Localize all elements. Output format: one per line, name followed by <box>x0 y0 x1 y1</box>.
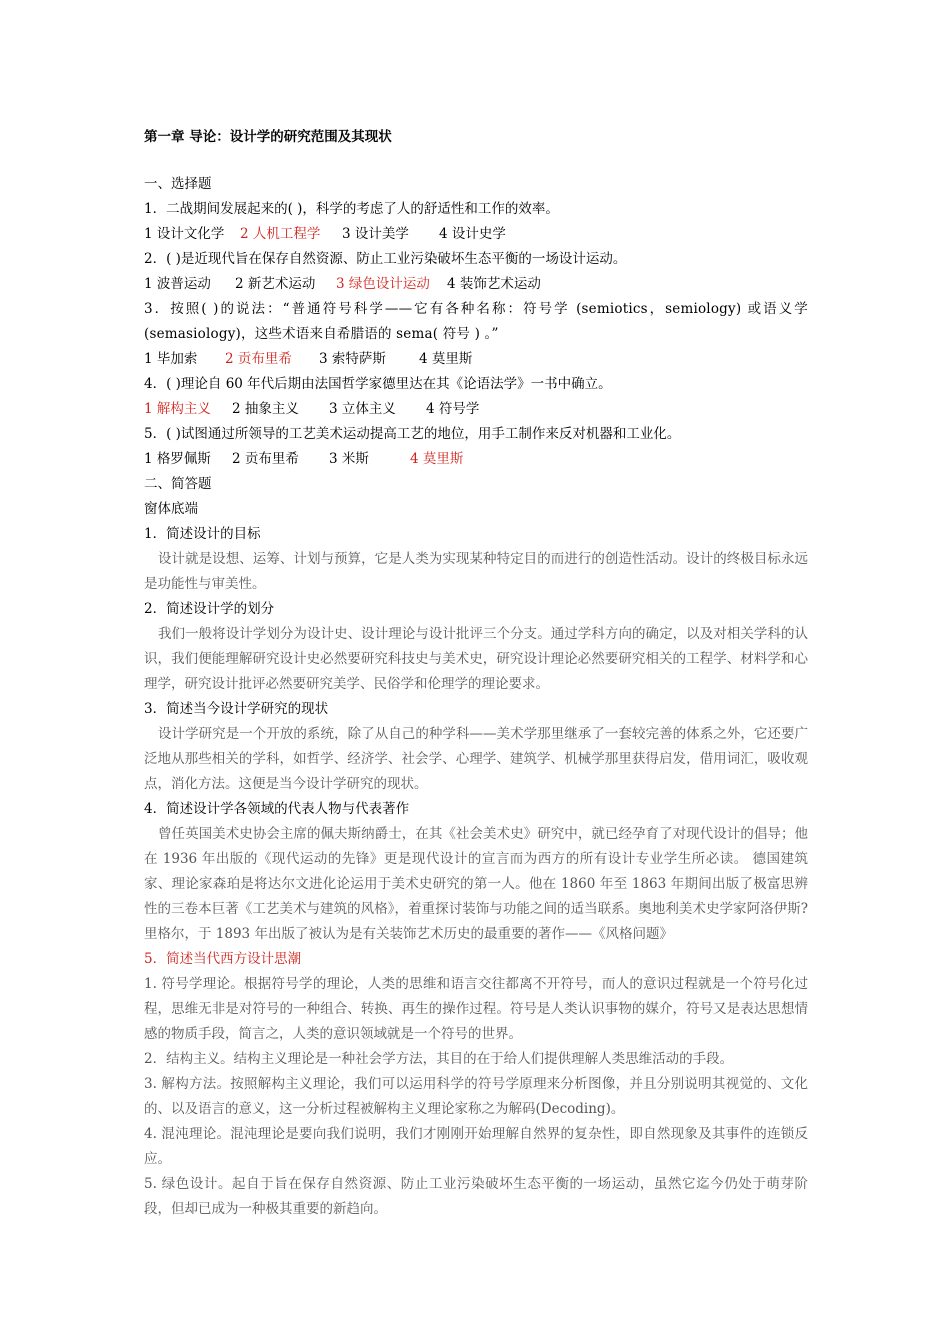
short-question: 3．简述当今设计学研究的现状 <box>144 701 329 717</box>
short-answer-item: 2．结构主义。结构主义理论是一种社会学方法，其目的在于给人们提供理解人类思维活动的手段。 <box>144 1051 734 1067</box>
question-options <box>144 397 808 422</box>
question-stem: 4．( )理论自 60 年代后期由法国哲学家德里达在其《论语法学》一书中确立。 <box>144 376 612 392</box>
window-bottom-marker: 窗体底端 <box>144 501 198 517</box>
question-stem: 2．( )是近现代旨在保存自然资源、防止工业污染破坏生态平衡的一场设计运动。 <box>144 251 627 267</box>
question-options <box>144 222 808 247</box>
option-correct: 2 人机工程学 <box>240 226 321 242</box>
question-stem: 1．二战期间发展起来的( )，科学的考虑了人的舒适性和工作的效率。 <box>144 201 559 217</box>
question-stem: 5．( )试图通过所领导的工艺美术运动提高工艺的地位，用手工制作来反对机器和工业化。 <box>144 426 681 442</box>
option-correct: 3 绿色设计运动 <box>336 276 430 292</box>
short-question-highlighted: 5．简述当代西方设计思潮 <box>144 951 302 967</box>
option: 2 新艺术运动 <box>235 276 316 292</box>
option: 4 装饰艺术运动 <box>447 276 541 292</box>
option: 3 设计美学 <box>342 226 409 242</box>
option: 1 格罗佩斯 <box>144 451 211 467</box>
option-correct: 4 莫里斯 <box>410 451 464 467</box>
option: 1 波普运动 <box>144 276 211 292</box>
option-correct: 2 贡布里希 <box>225 351 292 367</box>
short-question: 4．简述设计学各领域的代表人物与代表著作 <box>144 801 410 817</box>
short-answer-item: 4. 混沌理论。混沌理论是要向我们说明，我们才刚刚开始理解自然界的复杂性，即自然现象及其事件的连锁反应。 <box>144 1126 808 1167</box>
question-stem: 3．按照( )的说法：“普通符号科学——它有各种名称：符号学 (semiotics，semiology) 或语义学(semasiology)，这些术语来自希腊语的 sema( 符号 ) 。” <box>144 301 808 342</box>
short-answer: 设计学研究是一个开放的系统，除了从自己的种学科——美术学那里继承了一套较完善的体系之外，它还要广泛地从那些相关的学科，如哲学、经济学、社会学、心理学、建筑学、机械学那里获得启发，借用词汇，吸收观点，消化方法。这便是当今设计学研究的现状。 <box>144 726 808 792</box>
section-heading-short-answer: 二、简答题 <box>144 476 212 492</box>
short-answer: 设计就是设想、运筹、计划与预算，它是人类为实现某种特定目的而进行的创造性活动。设计的终极目标永远是功能性与审美性。 <box>144 551 808 592</box>
option: 1 毕加索 <box>144 351 198 367</box>
short-answer-item: 5. 绿色设计。起自于旨在保存自然资源、防止工业污染破坏生态平衡的一场运动，虽然它迄今仍处于萌芽阶段，但却已成为一种极其重要的新趋向。 <box>144 1176 808 1217</box>
question-options <box>144 272 808 297</box>
question-options <box>144 347 808 372</box>
short-question: 2．简述设计学的划分 <box>144 601 275 617</box>
document-content <box>144 126 808 1222</box>
option: 2 贡布里希 <box>232 451 299 467</box>
option: 3 索特萨斯 <box>319 351 386 367</box>
option: 4 设计史学 <box>439 226 506 242</box>
short-answer-item: 3. 解构方法。按照解构主义理论，我们可以运用科学的符号学原理来分析图像，并且分别说明其视觉的、文化的、以及语言的意义，这一分析过程被解构主义理论家称之为解码(Decoding)。 <box>144 1076 808 1117</box>
option: 1 设计文化学 <box>144 226 225 242</box>
section-heading-choice: 一、选择题 <box>144 176 212 192</box>
question-options <box>144 447 808 472</box>
short-answer: 我们一般将设计学划分为设计史、设计理论与设计批评三个分支。通过学科方向的确定，以及对相关学科的认识，我们便能理解研究设计史必然要研究科技史与美术史，研究设计理论必然要研究相关的工程学、材料学和心理学，研究设计批评必然要研究美学、民俗学和伦理学的理论要求。 <box>144 626 808 692</box>
option: 3 米斯 <box>329 451 369 467</box>
short-answer-item: 1. 符号学理论。根据符号学的理论，人类的思维和语言交往都离不开符号，而人的意识过程就是一个符号化过程，思维无非是对符号的一种组合、转换、再生的操作过程。符号是人类认识事物的媒介，符号又是表达思想情感的物质手段，简言之，人类的意识领域就是一个符号的世界。 <box>144 976 808 1042</box>
option: 2 抽象主义 <box>232 401 299 417</box>
option: 4 莫里斯 <box>419 351 473 367</box>
short-answer: 曾任英国美术史协会主席的佩夫斯纳爵士，在其《社会美术史》研究中，就已经孕育了对现代设计的倡导；他在 1936 年出版的《现代运动的先锋》更是现代设计的宣言而为西方的所有设计专业学生所必读。 德国建筑家、理论家森珀是将达尔文进化论运用于美术史研究的第一人。他在 1860 年至 1863 年期间出版了极富思辨性的三卷本巨著《工艺美术与建筑的风格》，着重探讨装饰与功能之间的适当联系。奥地利美术史学家阿洛伊斯?里格尔，于 1893 年出版了被认为是有关装饰艺术历史的最重要的著作——《风格问题》 <box>144 826 808 942</box>
option: 3 立体主义 <box>329 401 396 417</box>
chapter-title: 第一章 导论：设计学的研究范围及其现状 <box>144 129 392 145</box>
option: 4 符号学 <box>426 401 480 417</box>
short-question: 1．简述设计的目标 <box>144 526 261 542</box>
option-correct: 1 解构主义 <box>144 401 211 417</box>
